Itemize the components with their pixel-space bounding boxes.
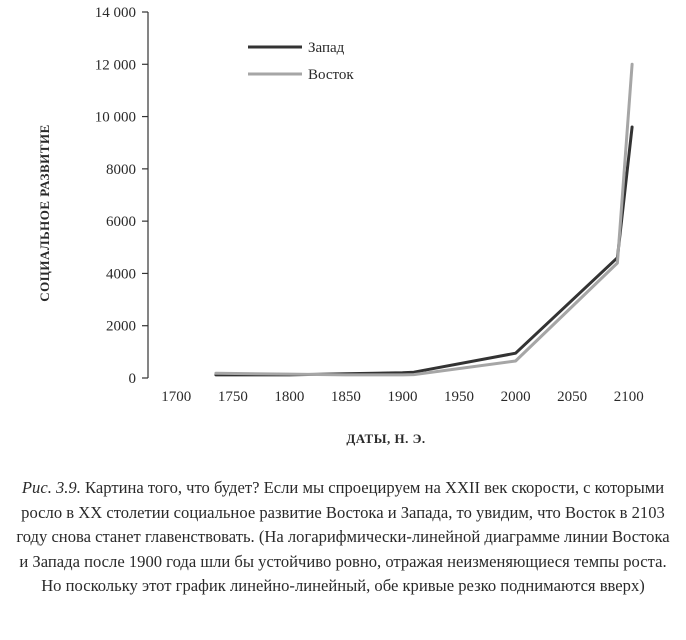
y-tick-label: 8000 [106,161,136,178]
x-tick-label: 1800 [274,389,305,405]
y-tick-label: 4000 [106,266,136,283]
y-tick-label: 14 000 [94,5,136,21]
series-line-east [216,64,632,375]
x-axis-title: ДАТЫ, Н. Э. [346,431,426,446]
y-tick-label: 6000 [106,214,136,231]
x-tick-label: 1950 [444,389,475,405]
y-tick-label: 2000 [106,318,136,335]
y-axis-title: СОЦИАЛЬНОЕ РАЗВИТИЕ [37,124,52,302]
x-tick-label: 1900 [387,389,418,405]
series-line-west [216,127,632,375]
x-tick-label: 2050 [557,389,588,405]
figure-caption [10,476,676,599]
x-tick-label: 1850 [330,389,361,405]
legend-label: Запад [308,40,345,56]
x-tick-label: 2000 [500,389,531,405]
x-tick-label: 1750 [217,389,248,405]
y-tick-label: 0 [128,371,136,387]
y-tick-label: 10 000 [94,109,136,126]
legend-label: Восток [308,67,354,83]
x-tick-label: 1700 [161,389,192,405]
x-tick-label: 2100 [613,389,644,405]
caption-text: Картина того, что будет? Если мы спроецируем на XXII век скорости, с которыми росло в XX столетии социальное развитие Востока и Запада, то увидим, что Восток в 2103 году снова станет главенствовать. (На логарифмически-линейной диаграмме линии Востока и Запада после 1900 года шли бы устойчиво ровно, отражая неизменяющиеся темпы роста. Но поскольку этот график линейно-линейный, обе кривые резко поднимаются вверх) [16,478,670,595]
caption-label: Рис. 3.9. [21,478,81,497]
y-tick-label: 12 000 [94,57,136,74]
